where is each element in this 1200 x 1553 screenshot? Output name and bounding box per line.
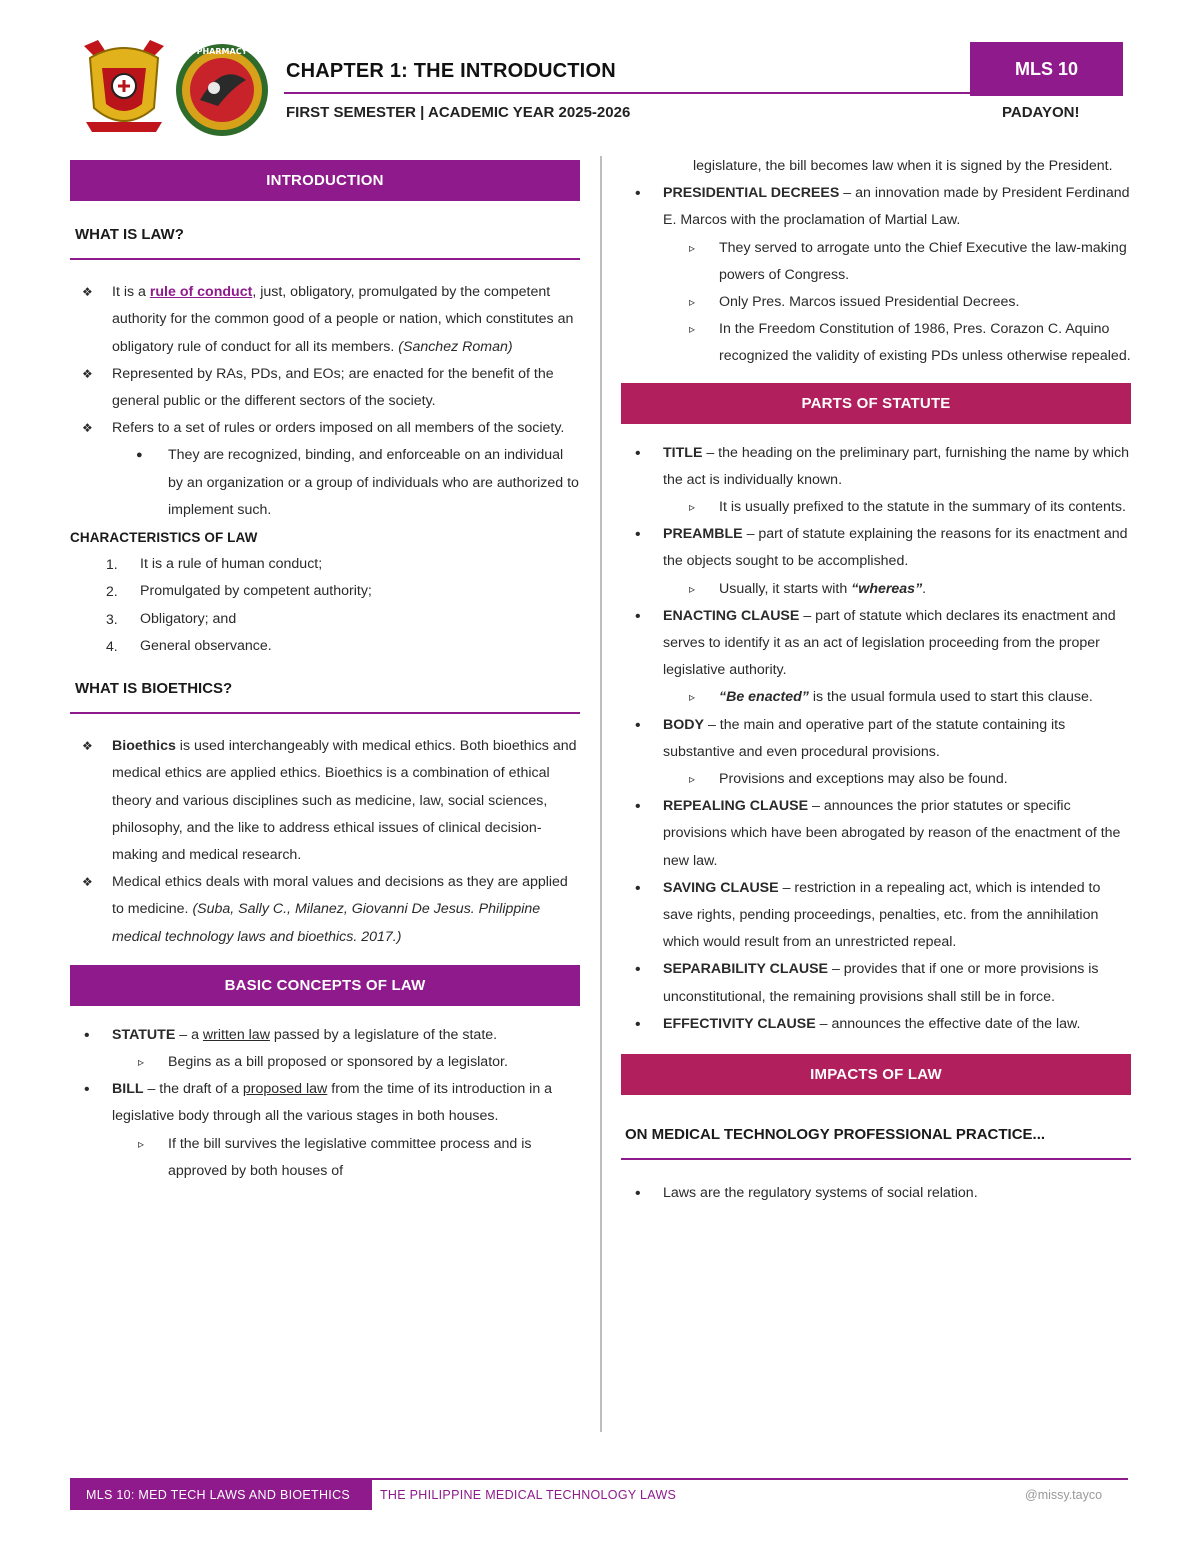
impacts-subheading: ON MEDICAL TECHNOLOGY PROFESSIONAL PRACTICE... <box>621 1121 1131 1160</box>
list-item: • EFFECTIVITY CLAUSE – announces the effective date of the law. <box>621 1011 1131 1038</box>
dot-bullet-icon: • <box>635 185 641 203</box>
list-item: ❖ Medical ethics deals with moral values and decisions as they are applied to medicine. (Suba, Sally C., Milanez, Giovanni De Jesus. Philippine medical technology laws and bioethics. 2017.) <box>70 869 580 951</box>
column-divider <box>600 156 602 1432</box>
motto-label: PADAYON! <box>1002 104 1080 121</box>
list-item: ❖ Refers to a set of rules or orders imposed on all members of the society. <box>70 415 580 442</box>
dot-bullet-icon: • <box>635 879 641 897</box>
list-item: ▹ “Be enacted” is the usual formula used to start this clause. <box>621 684 1131 711</box>
list-item: • BODY – the main and operative part of the statute containing its substantive and even procedural provisions. <box>621 712 1131 766</box>
footer-topic-label: THE PHILIPPINE MEDICAL TECHNOLOGY LAWS <box>380 1488 677 1502</box>
dot-bullet-icon: • <box>635 526 641 544</box>
dot-bullet-icon: • <box>635 798 641 816</box>
pharmacy-society-logo <box>174 42 270 138</box>
list-item: 3. Obligatory; and <box>106 610 237 627</box>
list-item: ▹ It is usually prefixed to the statute in the summary of its contents. <box>621 494 1131 521</box>
list-item: • STATUTE – a written law passed by a legislature of the state. <box>70 1022 580 1049</box>
dot-bullet-icon: • <box>635 1185 641 1203</box>
course-code-badge: MLS 10 <box>970 42 1123 96</box>
list-item: legislature, the bill becomes law when it is signed by the President. <box>693 158 1113 174</box>
list-item: ▹ Only Pres. Marcos issued Presidential Decrees. <box>621 289 1131 316</box>
list-item: 1. It is a rule of human conduct; <box>106 556 323 573</box>
right-column <box>621 153 1131 1208</box>
dot-bullet-icon: • <box>635 1015 641 1033</box>
footer-course-label: MLS 10: MED TECH LAWS AND BIOETHICS <box>70 1480 372 1510</box>
diamond-bullet-icon: ❖ <box>82 285 93 300</box>
triangle-bullet-icon: ▹ <box>689 772 696 787</box>
list-item: • REPEALING CLAUSE – announces the prior statutes or specific provisions which have been abrogated by reason of the enactment of the new law. <box>621 793 1131 875</box>
list-item: ● They are recognized, binding, and enforceable on an individual by an organization or a group of individuals who are authorized to implement such. <box>70 442 580 524</box>
dot-bullet-icon: • <box>635 607 641 625</box>
dot-bullet-icon: • <box>635 444 641 462</box>
list-item: • SEPARABILITY CLAUSE – provides that if one or more provisions is unconstitutional, the remaining provisions shall still be in force. <box>621 956 1131 1010</box>
basic-concepts-banner: BASIC CONCEPTS OF LAW <box>70 965 580 1006</box>
diamond-bullet-icon: ❖ <box>82 366 93 381</box>
triangle-bullet-icon: ▹ <box>689 295 696 310</box>
triangle-bullet-icon: ▹ <box>689 690 696 705</box>
dot-bullet-icon: • <box>84 1026 90 1044</box>
list-item: ❖ It is a rule of conduct, just, obligatory, promulgated by the competent authority for the common good of a people or nation, which constitutes an obligatory rule of conduct for all its members. (Sanchez Roman) <box>70 279 580 361</box>
diamond-bullet-icon: ❖ <box>82 739 93 754</box>
triangle-bullet-icon: ▹ <box>689 240 696 255</box>
footer-author-handle: @missy.tayco <box>1025 1488 1103 1502</box>
list-item: • ENACTING CLAUSE – part of statute which declares its enactment and serves to identify it as an act of legislation proceeding from the proper legislative authority. <box>621 603 1131 685</box>
list-item: • TITLE – the heading on the preliminary part, furnishing the name by which the act is individually known. <box>621 440 1131 494</box>
what-is-bioethics-heading: WHAT IS BIOETHICS? <box>70 675 580 714</box>
left-column <box>70 160 580 1185</box>
triangle-bullet-icon: ▹ <box>689 500 696 515</box>
list-item: • SAVING CLAUSE – restriction in a repealing act, which is intended to save rights, pending proceedings, penalties, etc. from the annihilation which would result from an unrestricted repeal. <box>621 875 1131 957</box>
list-item: ▹ Usually, it starts with “whereas”. <box>621 576 1131 603</box>
list-item: ▹ Provisions and exceptions may also be found. <box>621 766 1131 793</box>
list-item: ▹ In the Freedom Constitution of 1986, Pres. Corazon C. Aquino recognized the validity of existing PDs unless otherwise repealed. <box>621 316 1131 370</box>
list-item: • Laws are the regulatory systems of social relation. <box>621 1180 1131 1207</box>
characteristics-heading: CHARACTERISTICS OF LAW <box>70 530 258 546</box>
parts-of-statute-banner: PARTS OF STATUTE <box>621 383 1131 424</box>
diamond-bullet-icon: ❖ <box>82 421 93 436</box>
list-item: • BILL – the draft of a proposed law from the time of its introduction in a legislative body through all the various stages in both houses. <box>70 1076 580 1130</box>
dot-bullet-icon: • <box>84 1081 90 1099</box>
triangle-bullet-icon: ▹ <box>689 322 696 337</box>
diamond-bullet-icon: ❖ <box>82 875 93 890</box>
list-item: ❖ Bioethics is used interchangeably with medical ethics. Both bioethics and medical ethics are applied ethics. Bioethics is a combination of ethical theory and various disciplines such as medicine, law, social sciences, philosophy, and the like to address ethical issues of clinical decision-making and medical research. <box>70 733 580 869</box>
list-item: 2. Promulgated by competent authority; <box>106 583 372 600</box>
list-item: ❖ Represented by RAs, PDs, and EOs; are enacted for the benefit of the general public or the different sectors of the society. <box>70 361 580 415</box>
list-item: ▹ Begins as a bill proposed or sponsored by a legislator. <box>70 1049 580 1076</box>
list-item: ▹ If the bill survives the legislative committee process and is approved by both houses of <box>70 1131 580 1185</box>
semester-label: FIRST SEMESTER | ACADEMIC YEAR 2025-2026 <box>286 104 631 121</box>
rule-of-conduct-link[interactable]: rule of conduct <box>149 284 253 301</box>
list-item: 4. General observance. <box>106 637 272 654</box>
university-seal-logo <box>80 38 168 134</box>
dot-bullet-icon: • <box>635 716 641 734</box>
list-item: • PRESIDENTIAL DECREES – an innovation made by President Ferdinand E. Marcos with the proclamation of Martial Law. <box>621 180 1131 234</box>
impacts-of-law-banner: IMPACTS OF LAW <box>621 1054 1131 1095</box>
what-is-law-heading: WHAT IS LAW? <box>70 221 580 260</box>
list-item: • PREAMBLE – part of statute explaining the reasons for its enactment and the objects sought to be accomplished. <box>621 521 1131 575</box>
title-rule <box>284 92 970 94</box>
triangle-bullet-icon: ▹ <box>138 1055 145 1070</box>
introduction-banner: INTRODUCTION <box>70 160 580 201</box>
triangle-bullet-icon: ▹ <box>689 581 696 596</box>
logo-wordmark: PHARMACY <box>196 47 248 56</box>
list-item: ▹ They served to arrogate unto the Chief Executive the law-making powers of Congress. <box>621 235 1131 289</box>
triangle-bullet-icon: ▹ <box>138 1136 145 1151</box>
dot-bullet-icon: ● <box>136 449 143 462</box>
chapter-title: CHAPTER 1: THE INTRODUCTION <box>286 60 616 82</box>
dot-bullet-icon: • <box>635 961 641 979</box>
